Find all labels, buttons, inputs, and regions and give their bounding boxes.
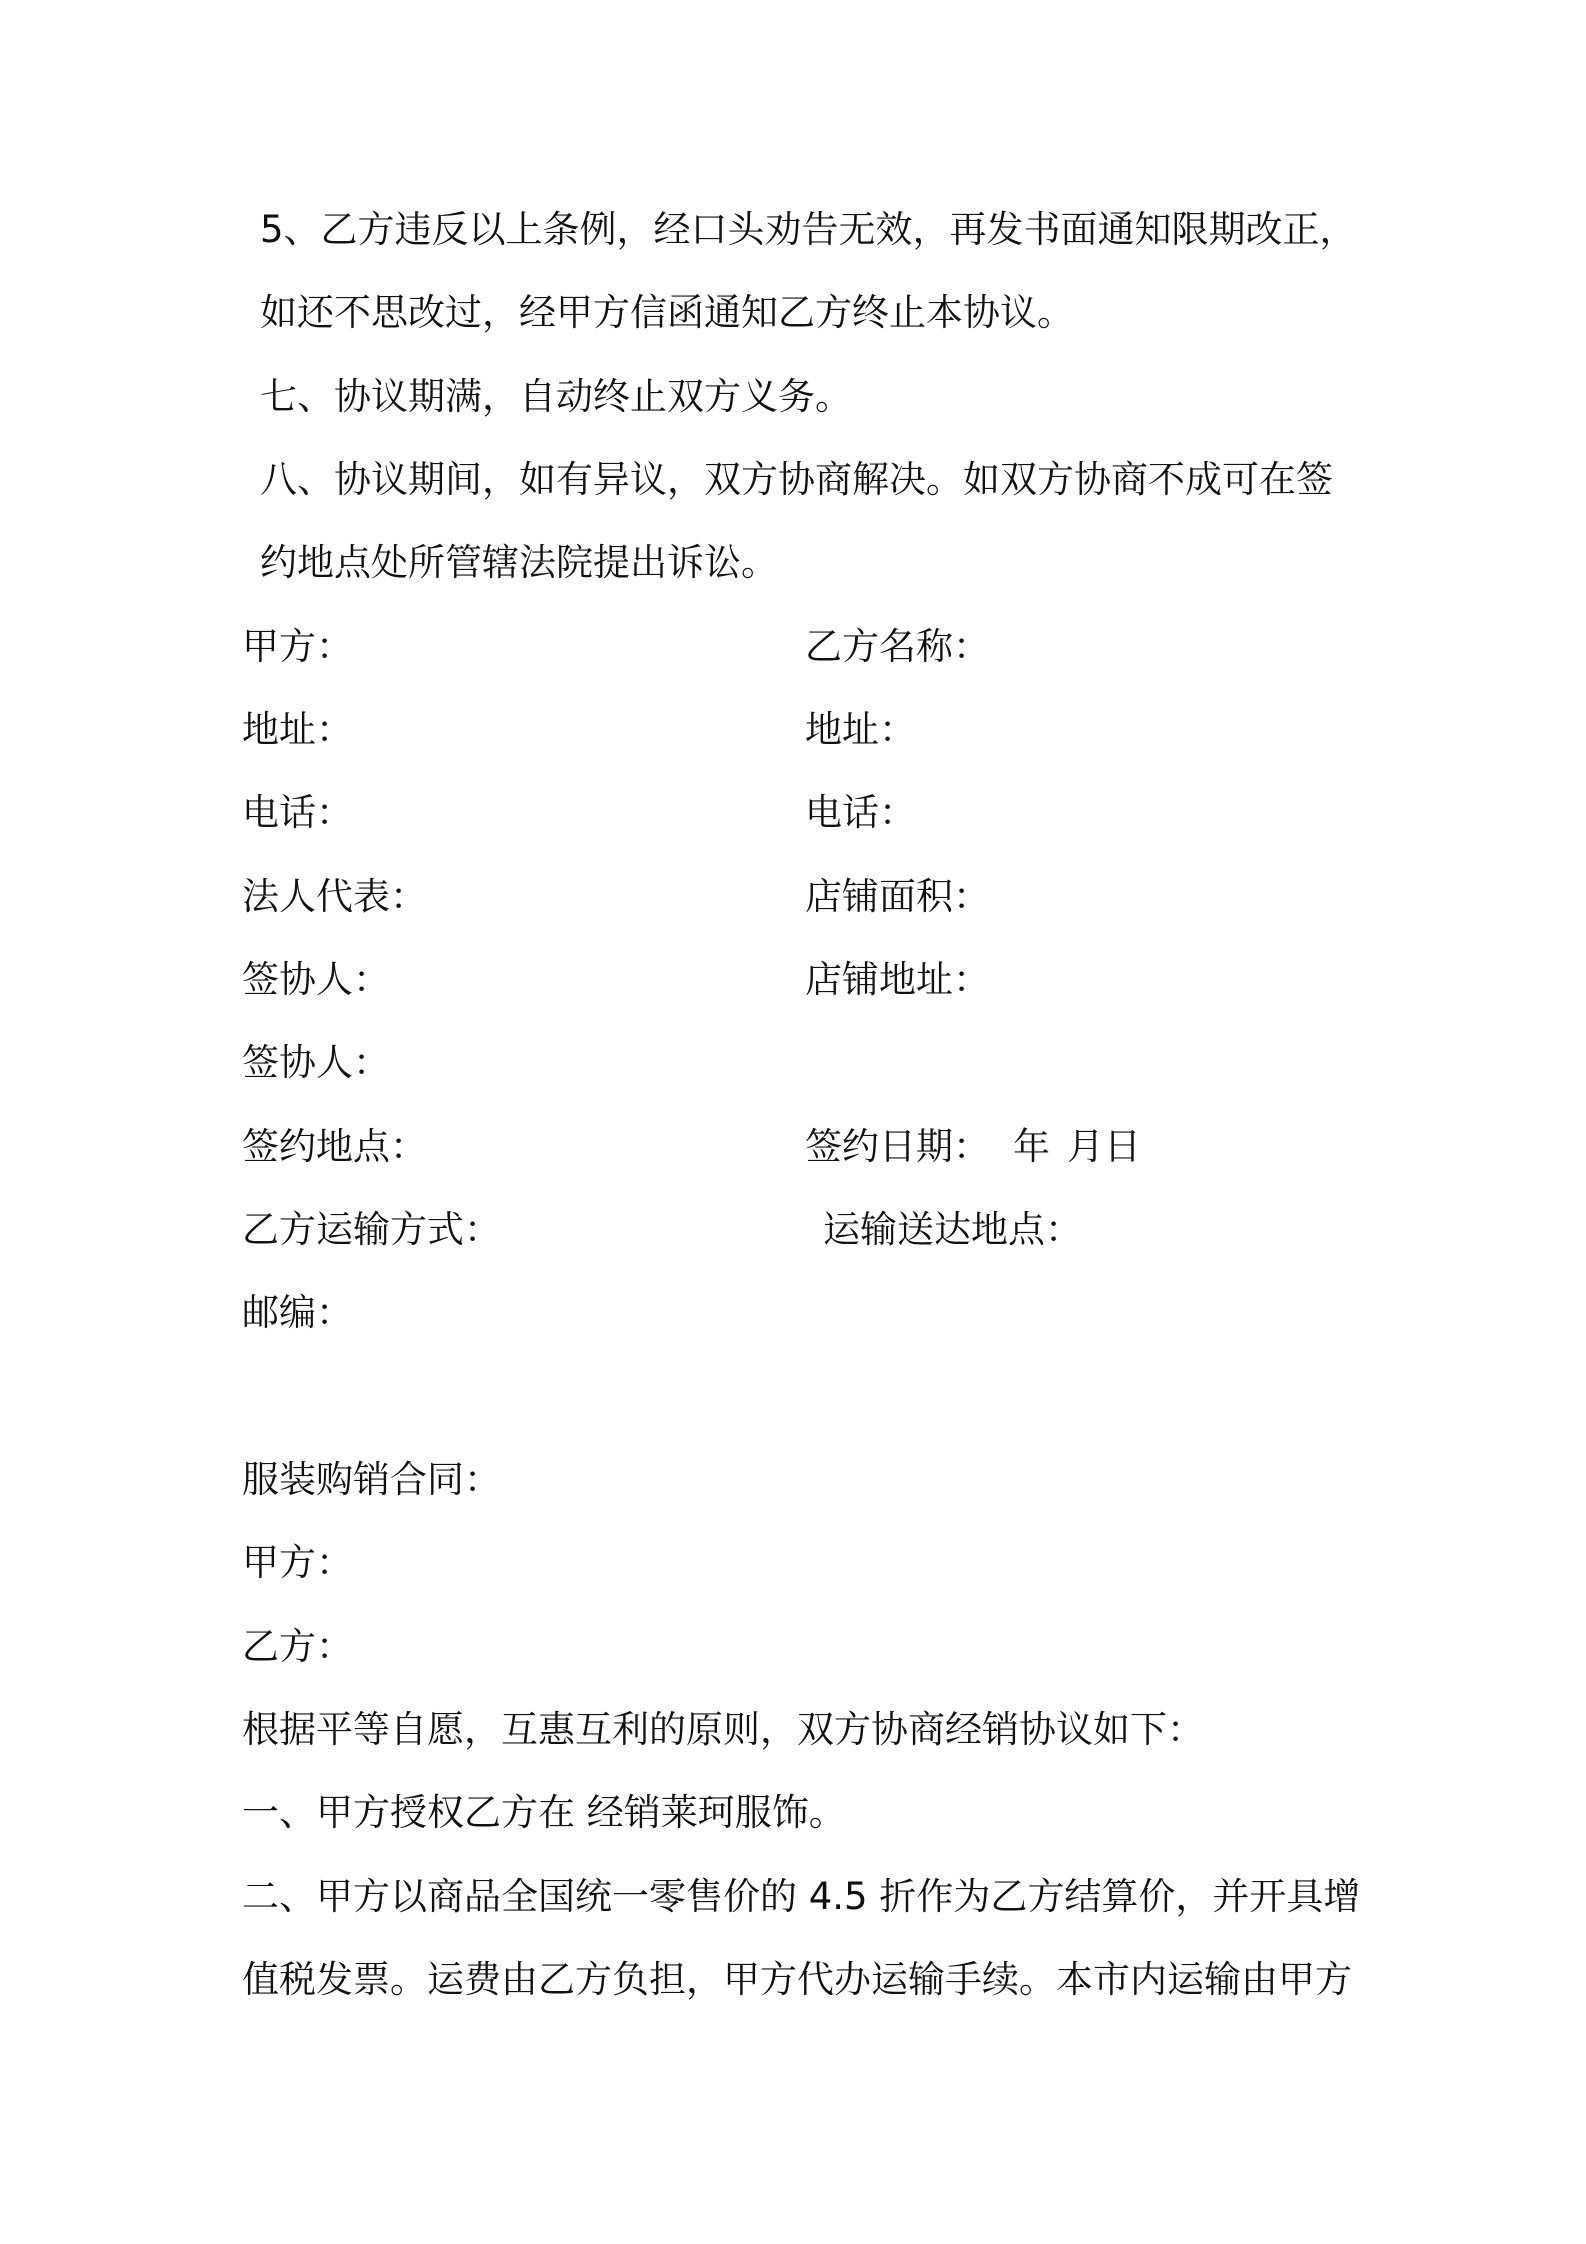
contract-title: 服装购销合同： xyxy=(242,1458,501,1501)
contract-party-a-label: 甲方： xyxy=(242,1541,353,1584)
contract-article-1: 一、甲方授权乙方在 经销莱珂服饰。 xyxy=(242,1791,846,1834)
store-area-label: 店铺面积： xyxy=(805,875,990,918)
party-a-label: 甲方： xyxy=(242,625,353,668)
delivery-place-label: 运输送达地点： xyxy=(823,1208,1082,1251)
signer-1-label: 签协人： xyxy=(242,958,390,1001)
contract-article-2-line-1: 二、甲方以商品全国统一零售价的 4.5 折作为乙方结算价，并开具增 xyxy=(242,1875,1361,1918)
sign-date-year: 年 xyxy=(1013,1125,1050,1168)
clause-7: 七、协议期满，自动终止双方义务。 xyxy=(260,375,852,418)
contract-party-b-label: 乙方： xyxy=(242,1625,353,1668)
address-b-label: 地址： xyxy=(805,708,916,751)
sign-place-label: 签约地点： xyxy=(242,1125,427,1168)
contract-preamble: 根据平等自愿，互惠互利的原则，双方协商经销协议如下： xyxy=(242,1708,1204,1751)
sign-date-label: 签约日期： xyxy=(805,1125,990,1168)
clause-8-line-1: 八、协议期间，如有异议，双方协商解决。如双方协商不成可在签 xyxy=(260,458,1333,501)
contract-article-2-line-2: 值税发票。运费由乙方负担，甲方代办运输手续。本市内运输由甲方 xyxy=(242,1958,1352,2001)
phone-a-label: 电话： xyxy=(242,791,353,834)
sign-date-month-day: 月日 xyxy=(1067,1125,1141,1168)
clause-8-line-2: 约地点处所管辖法院提出诉讼。 xyxy=(260,541,778,584)
postcode-label: 邮编： xyxy=(242,1291,353,1334)
phone-b-label: 电话： xyxy=(805,791,916,834)
signer-2-label: 签协人： xyxy=(242,1041,390,1084)
address-a-label: 地址： xyxy=(242,708,353,751)
transport-method-label: 乙方运输方式： xyxy=(242,1208,501,1251)
clause-5-line-1: 5、乙方违反以上条例，经口头劝告无效，再发书面通知限期改正， xyxy=(260,208,1357,251)
party-b-name-label: 乙方名称： xyxy=(805,625,990,668)
clause-5-line-2: 如还不思改过，经甲方信函通知乙方终止本协议。 xyxy=(260,291,1074,334)
legal-rep-label: 法人代表： xyxy=(242,875,427,918)
store-address-label: 店铺地址： xyxy=(805,958,990,1001)
